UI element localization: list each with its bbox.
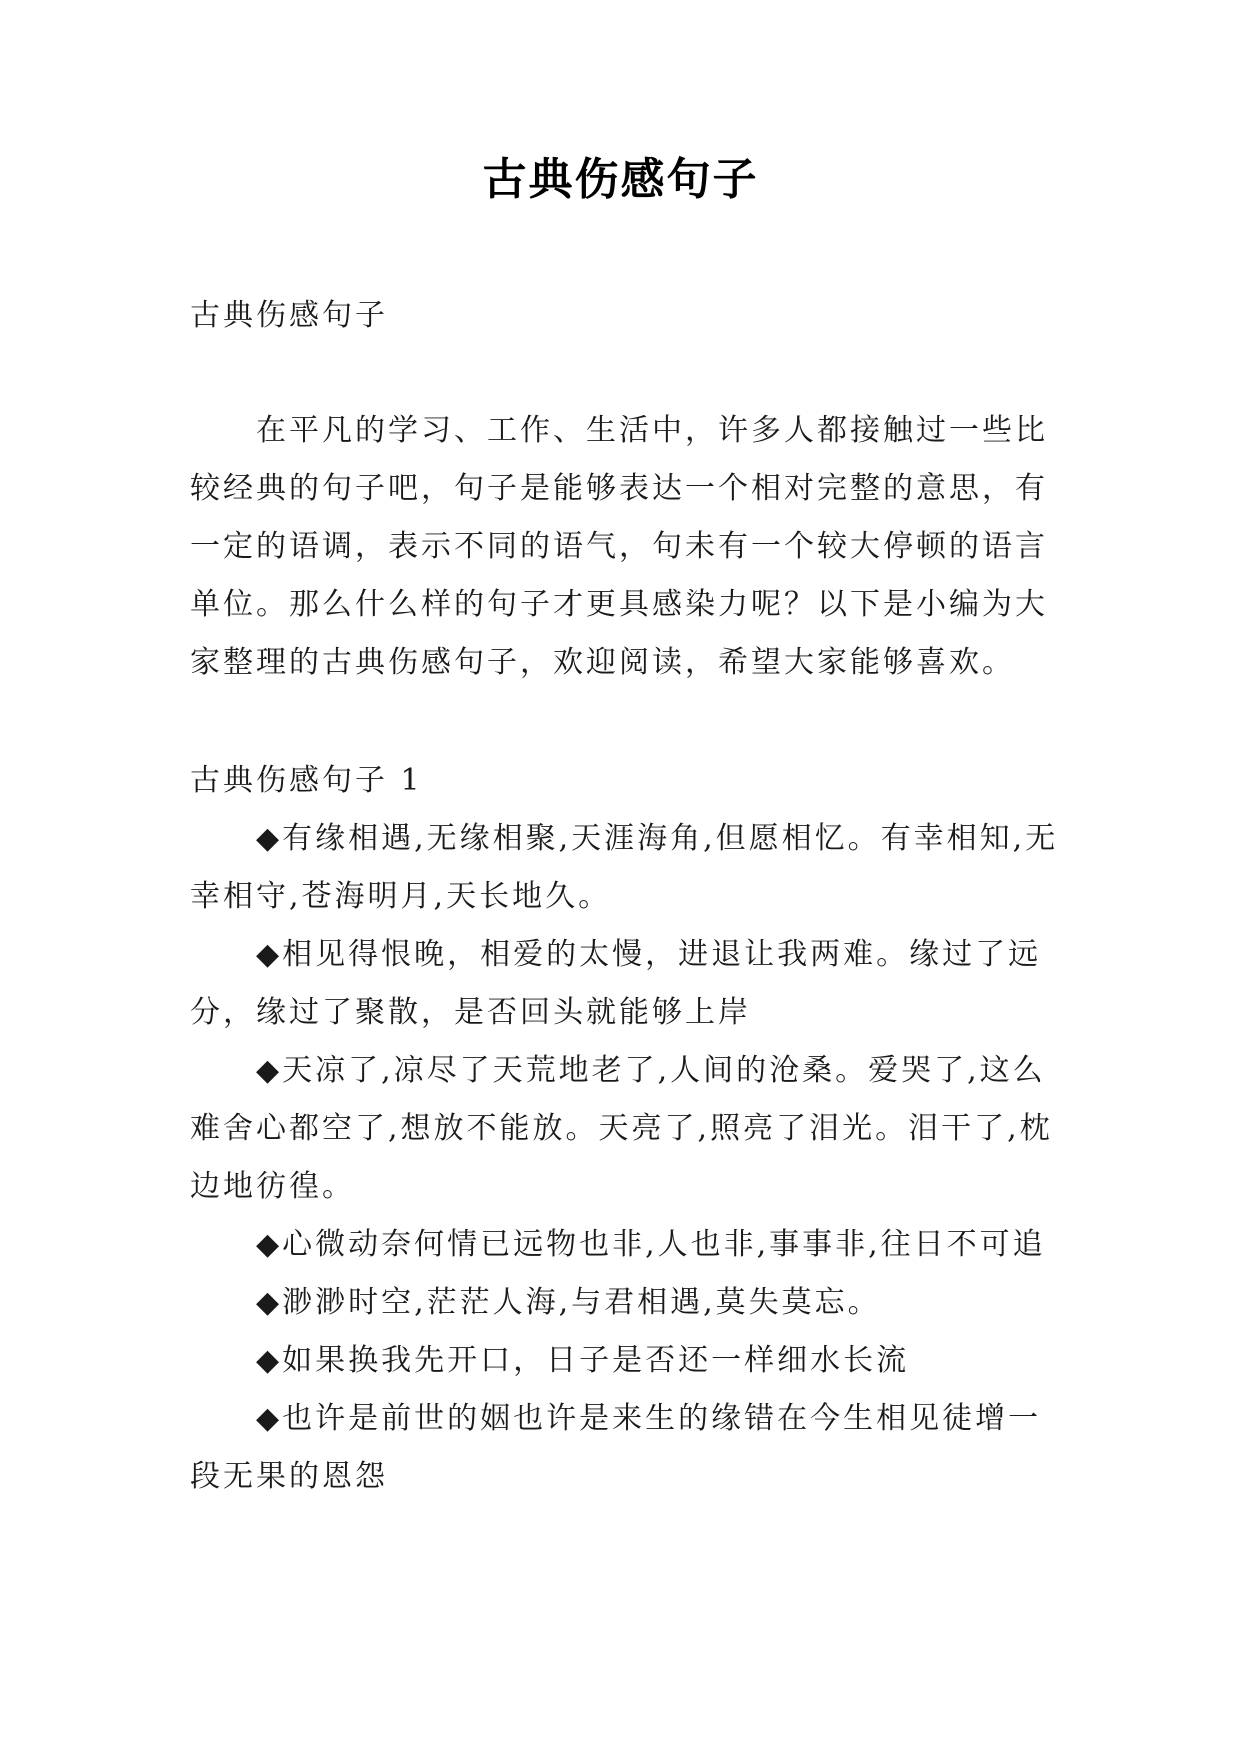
diamond-bullet-icon: ◆ (256, 1401, 283, 1436)
diamond-bullet-icon: ◆ (256, 937, 283, 972)
quote-text: 也许是前世的姻也许是来生的缘错在今生相见徒增一段无果的恩怨 (190, 1401, 1042, 1494)
diamond-bullet-icon: ◆ (256, 1227, 283, 1262)
document-title: 古典伤感句子 (482, 154, 759, 205)
diamond-bullet-icon: ◆ (256, 1343, 283, 1378)
quote-text: 心微动奈何情已远物也非,人也非,事事非,往日不可追 (282, 1227, 1046, 1262)
intro-paragraph: 在平凡的学习、工作、生活中，许多人都接触过一些比较经典的句子吧，句子是能够表达一个相对完整的意思，有一定的语调，表示不同的语气，句未有一个较大停顿的语言单位。那么什么样的句子才更具感染力呢？以下是小编为大家整理的古典伤感句子，欢迎阅读，希望大家能够喜欢。 (190, 413, 1048, 680)
quote-item (190, 1332, 1060, 1390)
quote-text: 天凉了,凉尽了天荒地老了,人间的沧桑。爱哭了,这么难舍心都空了,想放不能放。天亮了,照亮了泪光。泪干了,枕边地彷徨。 (190, 1053, 1053, 1204)
quote-text: 渺渺时空,茫茫人海,与君相遇,莫失莫忘。 (282, 1285, 881, 1320)
quote-text: 相见得恨晚，相爱的太慢，进退让我两难。缘过了远分，缘过了聚散，是否回头就能够上岸 (190, 937, 1042, 1030)
quote-item (190, 1274, 1060, 1332)
quote-list (190, 810, 1060, 1506)
quote-item (190, 1216, 1060, 1274)
diamond-bullet-icon: ◆ (256, 1053, 283, 1088)
quote-text: 有缘相遇,无缘相聚,天涯海角,但愿相忆。有幸相知,无幸相守,苍海明月,天长地久。 (190, 821, 1059, 914)
diamond-bullet-icon: ◆ (256, 821, 283, 856)
quote-item (190, 810, 1060, 926)
quote-item (190, 1042, 1060, 1216)
document-subtitle: 古典伤感句子 (190, 298, 388, 333)
quote-item (190, 1390, 1060, 1506)
diamond-bullet-icon: ◆ (256, 1285, 283, 1320)
quote-text: 如果换我先开口，日子是否还一样细水长流 (282, 1343, 910, 1378)
quote-item (190, 926, 1060, 1042)
section-heading: 古典伤感句子 1 (190, 763, 423, 798)
